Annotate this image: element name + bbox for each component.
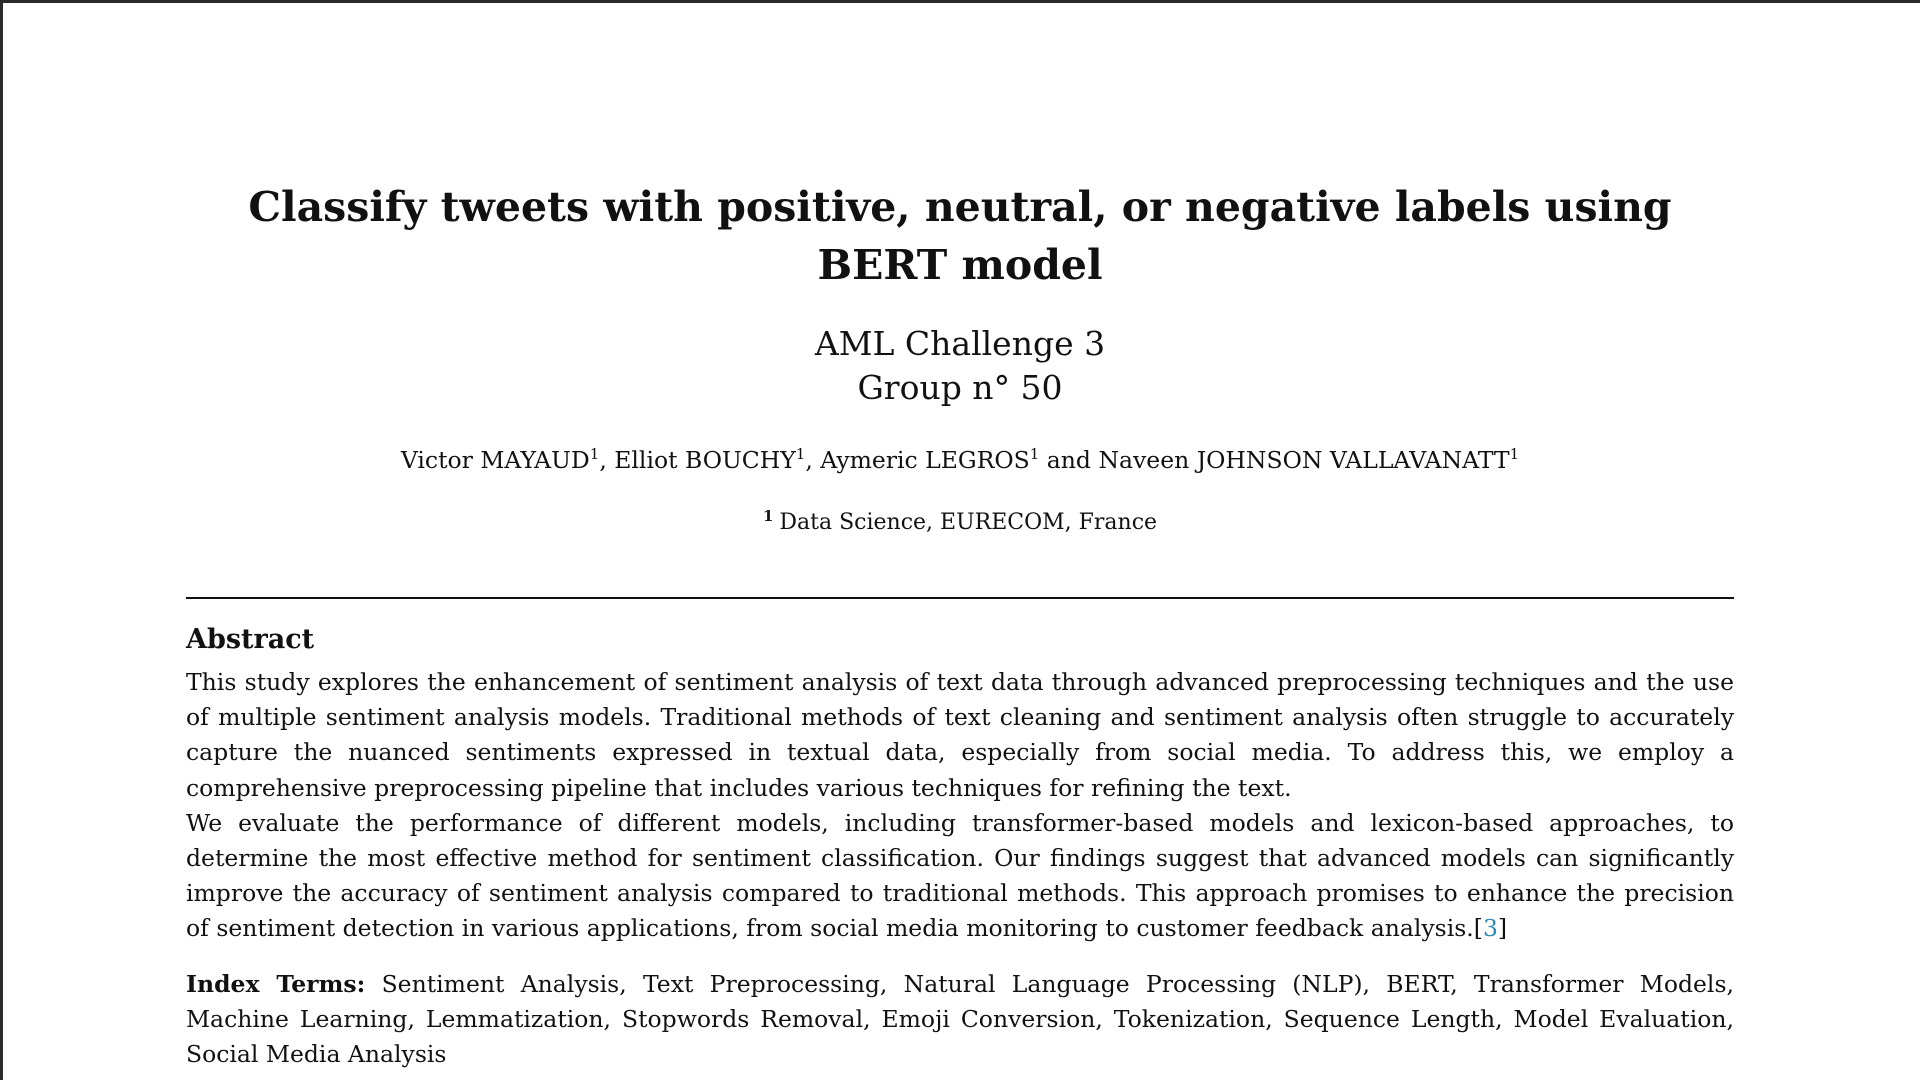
author-separator: and: [1039, 446, 1099, 474]
abstract-paragraph: [186, 806, 1734, 947]
author-affiliation-mark: 1: [1029, 445, 1040, 464]
abstract-paragraph: This study explores the enhancement of sentiment analysis of text data through advanced preprocessing techniques and the use of multiple sentiment analysis models. Traditional methods of text cleaning and sentiment analysis often struggle to accurately capture the nuanced sentiments expressed in textual data, especially from social media. To address this, we employ a comprehensive preprocessing pipeline that includes various techniques for refining the text.: [186, 668, 1734, 802]
author-separator: ,: [805, 446, 821, 474]
author-separator: ,: [599, 446, 615, 474]
abstract-paragraph-text: We evaluate the performance of different models, including transformer-based models and lexicon-based approaches, to determine the most effective method for sentiment classification. Our findings suggest that advanced models can significantly improve the accuracy of sentiment analysis compared to traditional methods. This approach promises to enhance the precision of sentiment detection in various applications, from social media monitoring to customer feedback analysis.: [186, 808, 1734, 943]
page-edge-left: [0, 0, 3, 1080]
affiliation-mark: 1: [762, 506, 774, 525]
abstract-heading: Abstract: [186, 624, 315, 655]
author-name: Naveen JOHNSON VALLAVANATT: [1098, 446, 1510, 474]
author-affiliation-mark: 1: [795, 445, 806, 464]
page-edge-top: [0, 0, 1920, 3]
index-terms-label: Index Terms:: [186, 970, 366, 998]
author-affiliation-mark: 1: [589, 445, 600, 464]
citation-open-bracket: [: [1473, 914, 1483, 943]
challenge-name: AML Challenge 3: [814, 324, 1106, 363]
citation-close-bracket: ]: [1497, 914, 1508, 943]
paper-subtitle: [186, 322, 1734, 410]
index-terms-text: Sentiment Analysis, Text Preprocessing, Natural Language Processing (NLP), BERT, Transformer Models, Machine Learning, Lemmatization, Stopwords Removal, Emoji Conversion, Tokenization, Sequence Length, Model Evaluation, Social Media Analysis: [186, 970, 1734, 1069]
author-affiliation-mark: 1: [1509, 445, 1520, 464]
author-name: Aymeric LEGROS: [820, 446, 1030, 474]
affiliation: [186, 507, 1734, 539]
author-list: [186, 442, 1734, 478]
citation-link[interactable]: 3: [1482, 914, 1498, 943]
paper-title: Classify tweets with positive, neutral, or negative labels using BERT model: [248, 183, 1672, 289]
affiliation-text: Data Science, EURECOM, France: [779, 510, 1158, 535]
section-divider: [186, 597, 1734, 599]
abstract-body: [186, 665, 1734, 947]
author-name: Victor MAYAUD: [400, 446, 590, 474]
author-name: Elliot BOUCHY: [614, 446, 796, 474]
group-number: Group n° 50: [857, 368, 1063, 407]
index-terms: [186, 967, 1734, 1073]
